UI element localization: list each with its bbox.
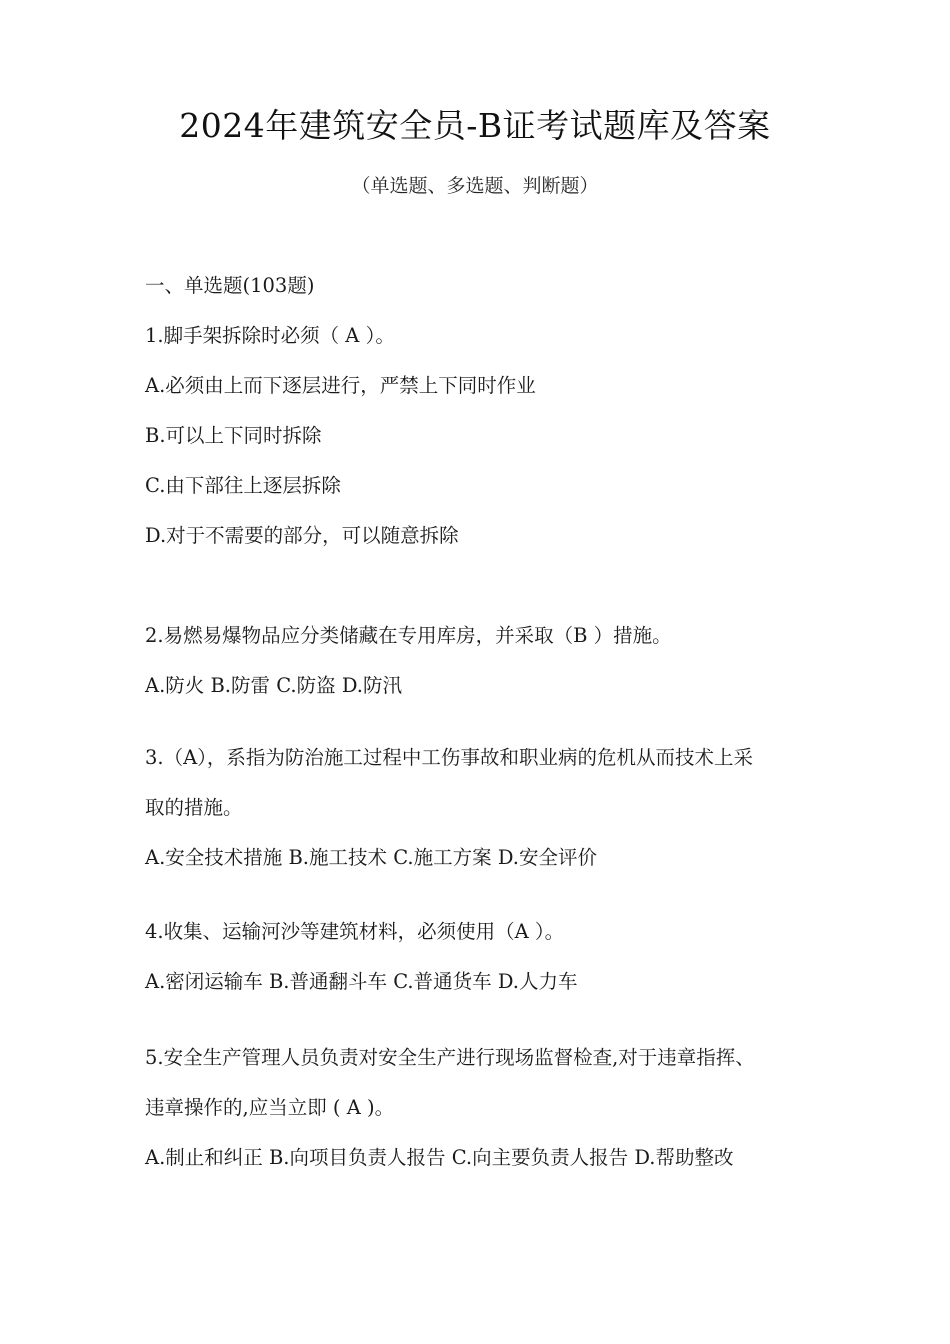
question-3-stem-line2: 取的措施。: [145, 796, 243, 819]
question-3-options: A.安全技术措施 B.施工技术 C.施工方案 D.安全评价: [145, 846, 597, 869]
document-title: 2024年建筑安全员-B证考试题库及答案: [179, 106, 771, 145]
question-2-options: A.防火 B.防雷 C.防盗 D.防汛: [145, 674, 402, 697]
question-2-stem: 2.易燃易爆物品应分类储藏在专用库房，并采取（B ）措施。: [145, 624, 672, 647]
section-heading: 一、单选题(103题): [145, 274, 315, 297]
question-3-stem-line1: 3.（A），系指为防治施工过程中工伤事故和职业病的危机从而技术上采: [145, 746, 753, 769]
question-4-stem: 4.收集、运输河沙等建筑材料，必须使用（A ）。: [145, 920, 565, 943]
question-1-option-b: B.可以上下同时拆除: [145, 424, 322, 447]
question-4-options: A.密闭运输车 B.普通翻斗车 C.普通货车 D.人力车: [145, 970, 578, 993]
question-1-option-d: D.对于不需要的部分，可以随意拆除: [145, 524, 459, 547]
document-subtitle: （单选题、多选题、判断题）: [351, 175, 599, 197]
question-5-stem-line2: 违章操作的,应当立即 ( A )。: [145, 1096, 395, 1119]
question-5-options: A.制止和纠正 B.向项目负责人报告 C.向主要负责人报告 D.帮助整改: [145, 1146, 734, 1169]
question-1-option-c: C.由下部往上逐层拆除: [145, 474, 341, 497]
question-1-option-a: A.必须由上而下逐层进行，严禁上下同时作业: [145, 374, 536, 397]
question-5-stem-line1: 5.安全生产管理人员负责对安全生产进行现场监督检查,对于违章指挥、: [145, 1046, 755, 1069]
question-1-stem: 1.脚手架拆除时必须（ A ）。: [145, 324, 395, 347]
